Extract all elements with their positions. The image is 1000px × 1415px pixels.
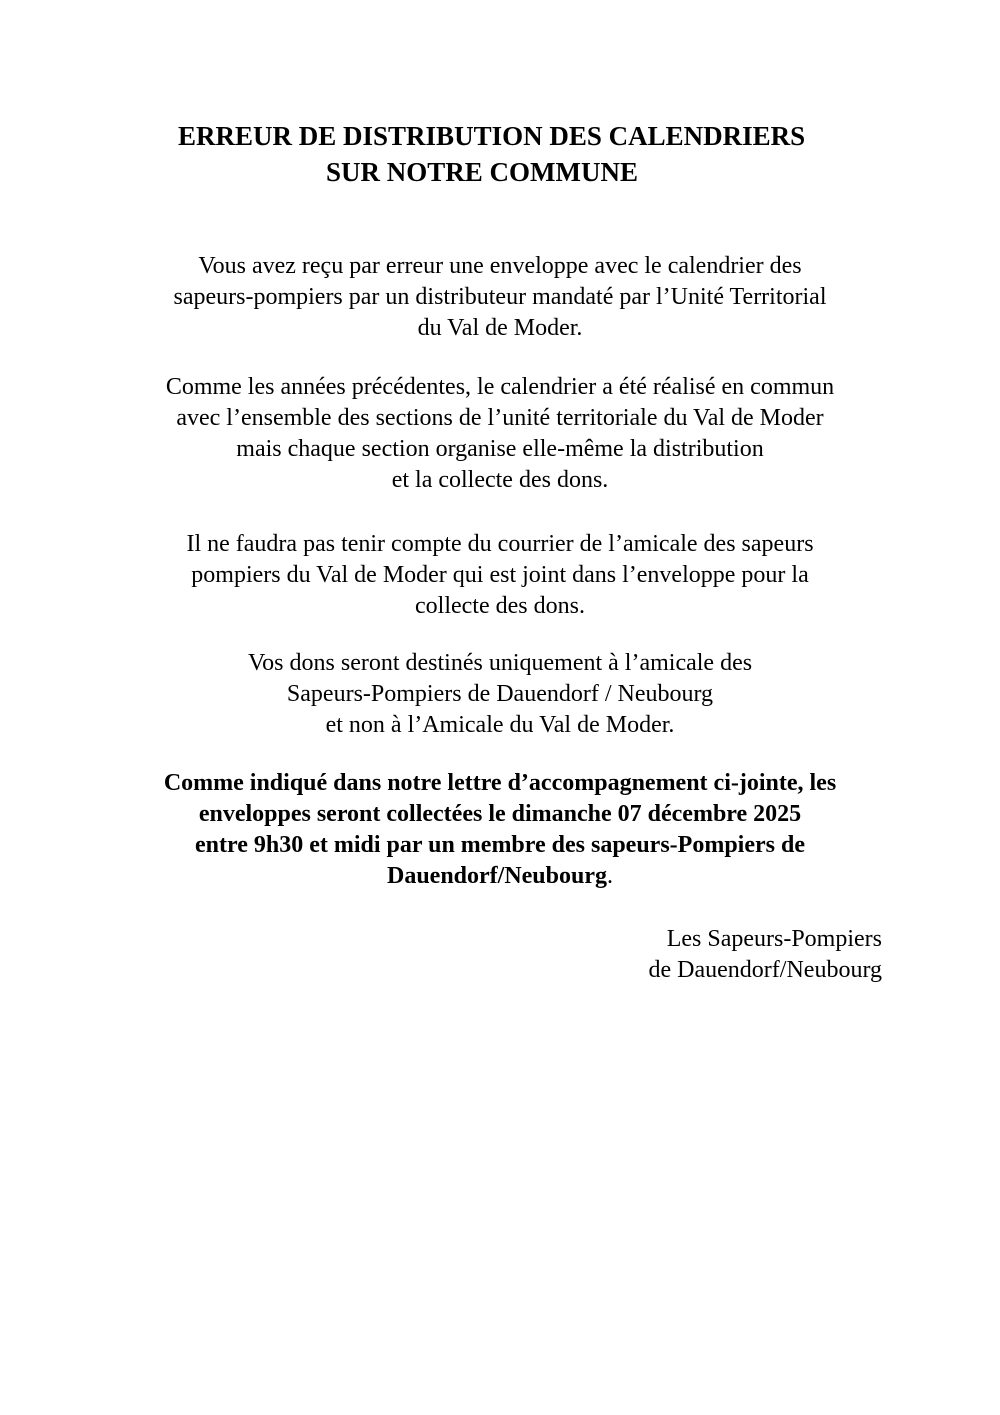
paragraph-line: Vos dons seront destinés uniquement à l’amicale des [247,650,753,676]
paragraph-line: collecte des dons. [415,593,585,619]
paragraph-line: Comme les années précédentes, le calendrier a été réalisé en commun [165,374,835,400]
paragraph-destination-dons [0,648,1000,741]
title-line: SUR NOTRE COMMUNE [326,157,639,187]
notice-period: . [607,863,614,889]
document-title [0,118,1000,190]
paragraph-line: mais chaque section organise elle-même la distribution [236,436,764,462]
paragraph-line: et la collecte des dons. [391,467,609,493]
paragraph-line: pompiers du Val de Moder qui est joint dans l’enveloppe pour la [191,562,809,588]
paragraph-line: et non à l’Amicale du Val de Moder. [325,712,675,738]
bold-collection-notice [0,768,1000,892]
notice-line: Comme indiqué dans notre lettre d’accompagnement ci-jointe, les [163,770,837,796]
paragraph-erreur-enveloppe [0,251,1000,344]
paragraph-line: sapeurs-pompiers par un distributeur mandaté par l’Unité Territorial [173,284,827,310]
paragraph-line: du Val de Moder. [417,315,583,341]
paragraph-calendrier-commun [0,372,1000,496]
signature [649,924,882,986]
paragraph-line: avec l’ensemble des sections de l’unité territoriale du Val de Moder [176,405,824,431]
paragraph-line: Vous avez reçu par erreur une enveloppe avec le calendrier des [198,253,802,279]
title-line: ERREUR DE DISTRIBUTION DES CALENDRIERS [178,121,806,151]
notice-line: entre 9h30 et midi par un membre des sapeurs-Pompiers de [195,832,805,858]
signature-line: de Dauendorf/Neubourg [648,957,882,983]
notice-line-text: Dauendorf/Neubourg [386,863,608,889]
paragraph-line: Sapeurs-Pompiers de Dauendorf / Neubourg [286,681,714,707]
notice-line-last [0,861,1000,892]
paragraph-line: Il ne faudra pas tenir compte du courrier de l’amicale des sapeurs [186,531,814,557]
notice-line: enveloppes seront collectées le dimanche 07 décembre 2025 [198,801,802,827]
signature-line: Les Sapeurs-Pompiers [666,926,882,952]
paragraph-courrier-amicale [0,529,1000,622]
